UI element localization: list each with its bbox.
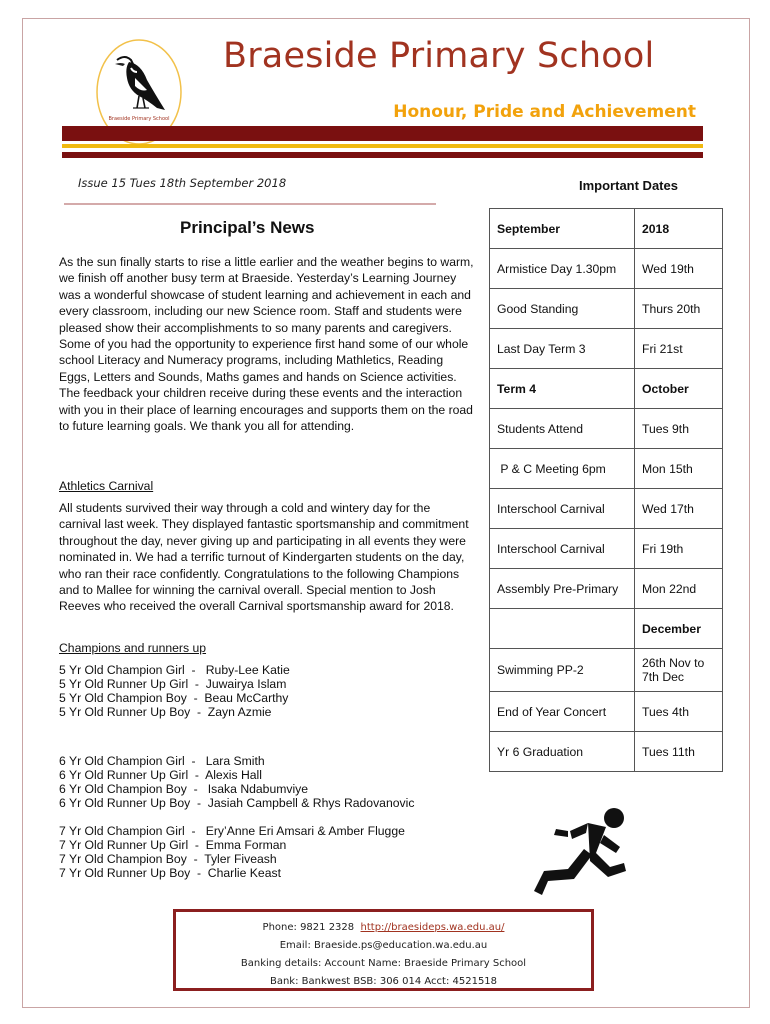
event-cell	[490, 609, 635, 649]
table-row	[490, 692, 723, 732]
date-cell: December	[635, 609, 723, 649]
list-item: 5 Yr Old Runner Up Girl - Juwairya Islam	[59, 677, 287, 691]
table-row	[490, 289, 723, 329]
date-cell: Tues 11th	[635, 732, 723, 772]
event-cell: End of Year Concert	[490, 692, 635, 732]
list-item: 6 Yr Old Champion Girl - Lara Smith	[59, 754, 265, 768]
important-dates-table	[489, 208, 723, 772]
event-cell: Interschool Carnival	[490, 489, 635, 529]
phone-number: Phone: 9821 2328	[262, 922, 355, 933]
principal-news-paragraph: As the sun finally starts to rise a little earlier and the weather begins to warm, we finish off another busy term at Braeside. Yesterday’s Learning Journey was a wonderful showcase of student learning and achievement in each and every classroom, including our new Science room. Staff and students were pleased show their accomplishments to so many parents and caregivers. Some of you had the opportunity to experience first hand some of our whole school Literacy and Numeracy programs, including Mathletics, Reading Eggs, Letters and Sounds, Maths games and hands on Science activities. The feedback your children receive during these events and the interaction with you in their place of learning encourages and supports them on the road to future learning goals. We thank you all for attending.	[59, 255, 474, 434]
date-cell: Fri 21st	[635, 329, 723, 369]
list-item: 6 Yr Old Runner Up Girl - Alexis Hall	[59, 768, 262, 782]
event-cell: September	[490, 209, 635, 249]
list-item: 7 Yr Old Runner Up Girl - Emma Forman	[59, 838, 287, 852]
contact-phone-line	[176, 919, 591, 937]
champions-7yr	[59, 824, 479, 880]
date-cell: Mon 15th	[635, 449, 723, 489]
runner-icon	[528, 805, 638, 900]
event-cell: Good Standing	[490, 289, 635, 329]
table-row	[490, 609, 723, 649]
header-band-maroon	[62, 126, 703, 141]
list-item: 7 Yr Old Champion Girl - Ery’Anne Eri Amsari & Amber Flugge	[59, 824, 405, 838]
list-item: 6 Yr Old Champion Boy - Isaka Ndabumviye	[59, 782, 309, 796]
contact-banking: Banking details: Account Name: Braeside Primary School	[240, 958, 527, 969]
event-cell: Term 4	[490, 369, 635, 409]
principal-news-title: Principal’s News	[180, 218, 315, 237]
table-row	[490, 449, 723, 489]
athletics-paragraph: All students survived their way through a cold and wintery day for the carnival last week. They displayed fantastic sportsmanship and commitment throughout the day, never giving up and participating in all events they were nominated in. We had a terrific turnout of Kindergarten students on the day, who ran their race confidently. Congratulations to the following Champions and to Mallee for winning the carnival overall. Special mention to Josh Reeves who received the overall Carnival sportsmanship award for 2018.	[59, 501, 469, 614]
school-motto: Honour, Pride and Achievement	[393, 102, 696, 122]
list-item: 7 Yr Old Champion Boy - Tyler Fiveash	[59, 852, 277, 866]
table-row	[490, 329, 723, 369]
date-cell: 26th Nov to 7th Dec	[635, 649, 723, 692]
champions-heading: Champions and runners up	[59, 641, 207, 655]
date-cell: Tues 9th	[635, 409, 723, 449]
date-cell: Mon 22nd	[635, 569, 723, 609]
date-cell: Fri 19th	[635, 529, 723, 569]
list-item: 5 Yr Old Champion Boy - Beau McCarthy	[59, 691, 289, 705]
table-row	[490, 249, 723, 289]
date-cell: 2018	[635, 209, 723, 249]
date-cell: Wed 19th	[635, 249, 723, 289]
athletics-heading: Athletics Carnival	[59, 479, 154, 493]
list-item: 5 Yr Old Champion Girl - Ruby-Lee Katie	[59, 663, 290, 677]
event-cell: Students Attend	[490, 409, 635, 449]
event-cell: Armistice Day 1.30pm	[490, 249, 635, 289]
table-row	[490, 209, 723, 249]
event-cell: Interschool Carnival	[490, 529, 635, 569]
date-cell: Tues 4th	[635, 692, 723, 732]
header-band-gold	[62, 144, 703, 148]
header-band-maroon-thin	[62, 152, 703, 158]
list-item: 7 Yr Old Runner Up Boy - Charlie Keast	[59, 866, 281, 880]
event-cell: Yr 6 Graduation	[490, 732, 635, 772]
important-dates-title: Important Dates	[579, 178, 678, 193]
list-item: 5 Yr Old Runner Up Boy - Zayn Azmie	[59, 705, 272, 719]
contact-email: Email: Braeside.ps@education.wa.edu.au	[279, 940, 488, 951]
contact-bank: Bank: Bankwest BSB: 306 014 Acct: 4521518	[269, 976, 498, 987]
date-cell: October	[635, 369, 723, 409]
event-cell: Assembly Pre-Primary	[490, 569, 635, 609]
event-cell: Swimming PP-2	[490, 649, 635, 692]
divider	[64, 203, 436, 205]
list-item: 6 Yr Old Runner Up Boy - Jasiah Campbell & Rhys Radovanovic	[59, 796, 415, 810]
date-cell: Thurs 20th	[635, 289, 723, 329]
table-row	[490, 569, 723, 609]
event-cell: Last Day Term 3	[490, 329, 635, 369]
table-row	[490, 369, 723, 409]
champions-5yr	[59, 663, 479, 719]
svg-text:Braeside Primary School: Braeside Primary School	[108, 116, 170, 122]
table-row	[490, 529, 723, 569]
website-link[interactable]: http://braesideps.wa.edu.au/	[360, 922, 505, 933]
event-cell: P & C Meeting 6pm	[490, 449, 635, 489]
table-row	[490, 649, 723, 692]
school-name: Braeside Primary School	[223, 36, 655, 76]
contact-box	[173, 909, 594, 991]
issue-date: Issue 15 Tues 18th September 2018	[78, 176, 287, 190]
table-row	[490, 409, 723, 449]
date-cell: Wed 17th	[635, 489, 723, 529]
champions-6yr	[59, 754, 479, 810]
table-row	[490, 489, 723, 529]
table-row	[490, 732, 723, 772]
